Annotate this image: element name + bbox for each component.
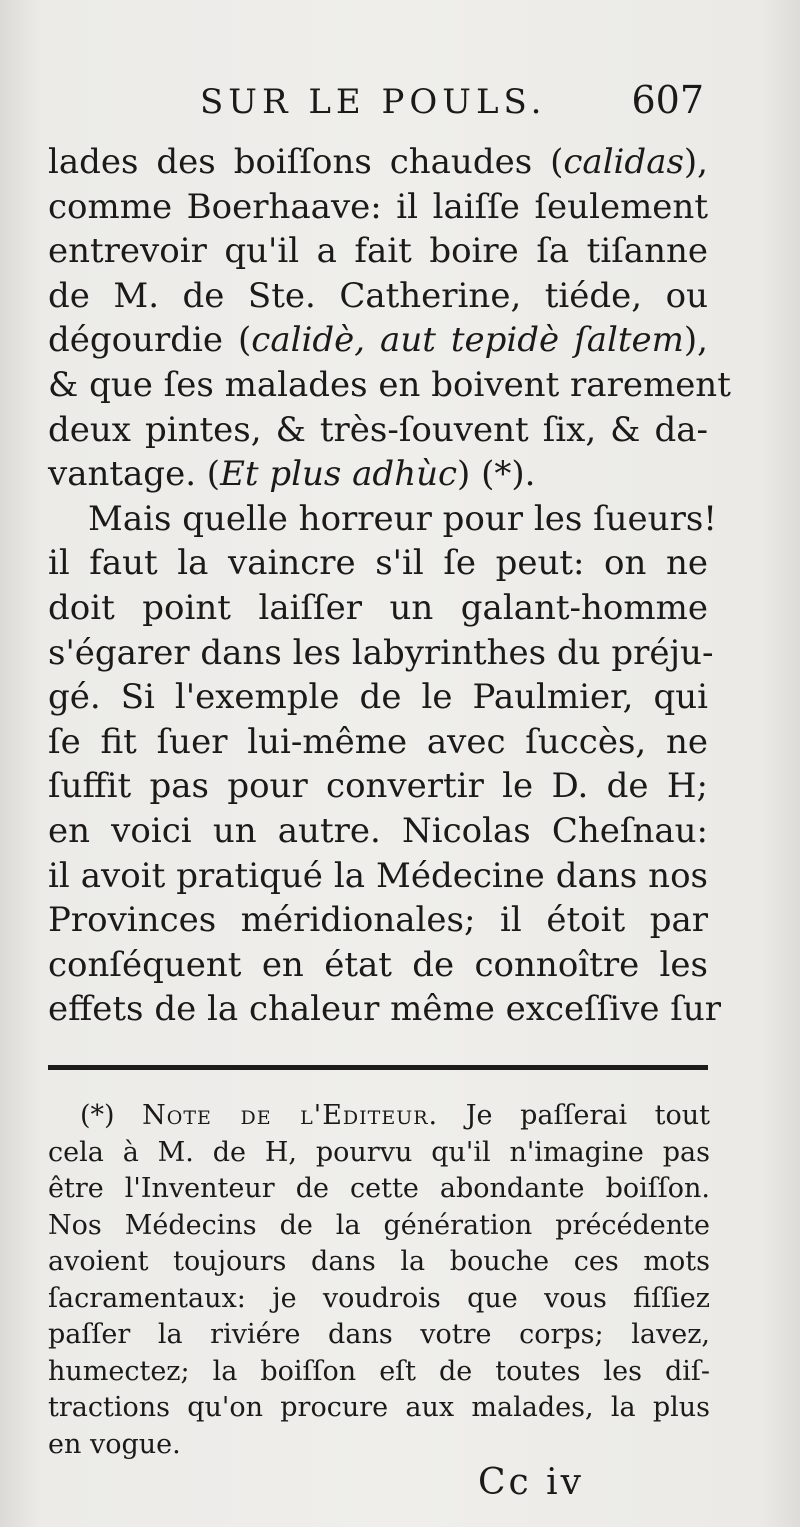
body-line: comme Boerhaave: il laiſſe ſeulement (48, 186, 708, 227)
body-line: il faut la vaincre s'il ſe peut: on ne (48, 543, 708, 584)
body-line: Provinces méridionales; il étoit par (48, 900, 708, 941)
body-line: lades des boiſſons chaudes (calidas), (48, 142, 708, 182)
body-line: de M. de Ste. Catherine, tiéde, ou (48, 275, 708, 316)
body-line: effets de la chaleur même exceſſive ſur (48, 989, 722, 1030)
body-line: doit point laiſſer un galant-homme (48, 587, 708, 628)
footnote-line: tractions qu'on procure aux malades, la plus (48, 1392, 710, 1423)
body-line: conſéquent en état de connoître les (48, 944, 708, 985)
page-header (48, 78, 712, 132)
body-line: deux pintes, & très-ſouvent ſix, & da- (48, 409, 708, 450)
signature-mark: Cc iv (478, 1462, 585, 1503)
footnote-line (48, 1098, 710, 1135)
footnote-first-line-rest: Je paſſerai tout (465, 1100, 711, 1131)
body-line: & que ſes malades en boivent rarement (48, 364, 731, 405)
footnote (48, 1098, 710, 1463)
body-line: ſuffit pas pour convertir le D. de H; (48, 766, 708, 807)
footnote-line: cela à M. de H, pourvu qu'il n'imagine pas (48, 1136, 710, 1168)
footnote-line: avoient toujours dans la bouche ces mots (48, 1246, 710, 1277)
footnote-line: paſſer la riviére dans votre corps; lavez, (48, 1319, 710, 1350)
body-line: Mais quelle horreur pour les ſueurs! (88, 498, 717, 539)
page-number: 607 (631, 78, 704, 122)
body-line: gé. Si l'exemple de le Paulmier, qui (48, 677, 708, 718)
footnote-rule (48, 1065, 708, 1070)
footnote-line: Nos Médecins de la génération précédente (48, 1209, 710, 1241)
body-line: s'égarer dans les labyrinthes du préju- (48, 632, 714, 673)
footnote-line: en vogue. (48, 1428, 181, 1460)
body-line: entrevoir qu'il a fait boire ſa tiſanne (48, 231, 708, 272)
body-line: vantage. (Et plus adhùc) (*). (48, 454, 536, 495)
body-line: en voici un autre. Nicolas Cheſnau: (48, 810, 708, 851)
body-line: dégourdie (calidè, aut tepidè ſaltem), (48, 320, 708, 361)
footnote-marker: (*) (80, 1100, 115, 1131)
body-line: il avoit pratiqué la Médecine dans nos (48, 855, 708, 896)
body-line: ſe fit ſuer lui-même avec ſuccès, ne (48, 721, 708, 762)
footnote-line: être l'Inventeur de cette abondante boiſſon. (48, 1173, 710, 1204)
footnote-line: humectez; la boiſſon eſt de toutes les diſ- (48, 1355, 710, 1387)
body-text (48, 140, 731, 1032)
footnote-line: ſacramentaux: je voudrois que vous fiſſiez (48, 1282, 710, 1314)
running-head: SUR LE POULS. (200, 82, 547, 122)
footnote-label: Note de l'Editeur. (142, 1100, 439, 1131)
